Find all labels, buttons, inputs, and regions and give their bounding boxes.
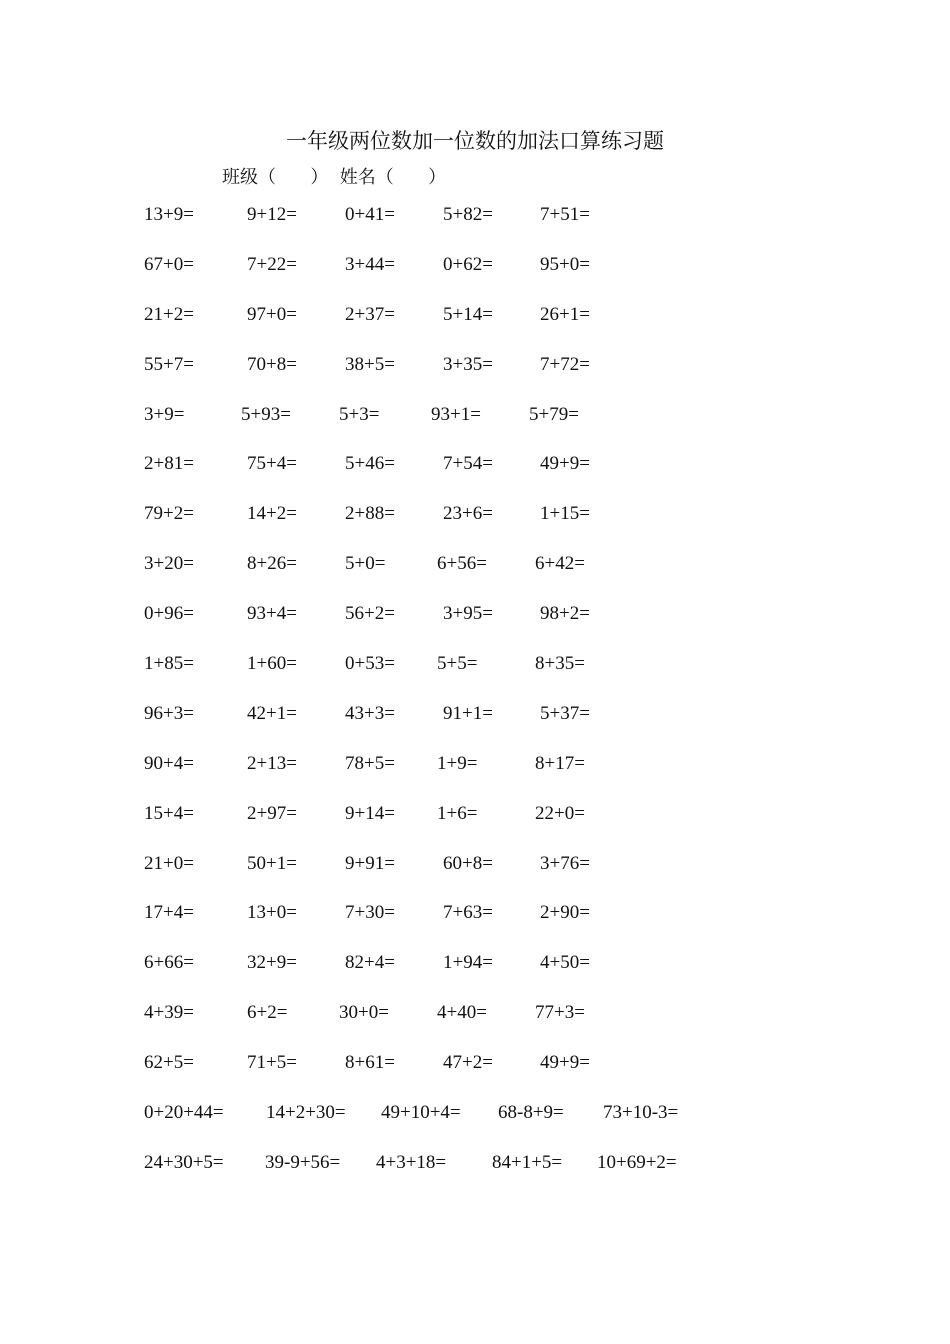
problem: 2+37= [345, 303, 395, 325]
problem: 6+2= [247, 1002, 288, 1024]
problem: 78+5= [345, 752, 395, 774]
problem: 26+1= [540, 303, 590, 325]
problem: 3+9= [144, 403, 185, 425]
problem-row [144, 898, 844, 948]
problem: 1+6= [437, 802, 478, 824]
problem-row [144, 200, 844, 250]
problem: 93+4= [247, 603, 297, 625]
problem-row [144, 799, 844, 849]
problem: 6+42= [535, 553, 585, 575]
problem: 17+4= [144, 902, 194, 924]
problem: 62+5= [144, 1052, 194, 1074]
problem: 13+0= [247, 902, 297, 924]
problem: 14+2+30= [266, 1102, 346, 1124]
problem: 38+5= [345, 353, 395, 375]
problem: 68-8+9= [498, 1102, 564, 1124]
problem: 3+95= [443, 603, 493, 625]
problem: 79+2= [144, 503, 194, 525]
problem-grid [144, 200, 844, 1198]
problem: 0+41= [345, 204, 395, 225]
problem: 4+3+18= [376, 1151, 447, 1173]
problem: 39-9+56= [265, 1151, 341, 1173]
problem: 15+4= [144, 802, 194, 824]
problem: 6+56= [437, 553, 487, 575]
problem: 49+9= [540, 453, 590, 475]
problem-row [144, 350, 844, 400]
problem: 0+96= [144, 603, 194, 625]
problem: 30+0= [339, 1002, 389, 1024]
problem: 5+37= [540, 702, 590, 724]
problem: 8+35= [535, 653, 585, 675]
problem: 49+10+4= [381, 1102, 461, 1124]
problem: 7+72= [540, 353, 590, 375]
problem: 67+0= [144, 253, 194, 275]
problem: 50+1= [247, 852, 297, 874]
student-info-line [222, 164, 446, 192]
problem: 23+6= [443, 503, 493, 525]
worksheet-title: 一年级两位数加一位数的加法口算练习题 [286, 129, 664, 153]
problem: 0+62= [443, 253, 493, 275]
problem: 47+2= [443, 1052, 493, 1074]
problem: 91+1= [443, 702, 493, 724]
problem: 56+2= [345, 603, 395, 625]
problem: 5+79= [529, 403, 579, 425]
problem: 10+69+2= [597, 1151, 677, 1173]
problem-row [144, 998, 844, 1048]
problem: 5+46= [345, 453, 395, 475]
problem: 7+54= [443, 453, 493, 475]
problem-row [144, 1148, 844, 1198]
problem: 9+12= [247, 204, 297, 225]
problem: 22+0= [535, 802, 585, 824]
problem: 5+5= [437, 653, 478, 675]
problem: 14+2= [247, 503, 297, 525]
problem: 3+76= [540, 852, 590, 874]
problem: 84+1+5= [492, 1151, 563, 1173]
problem: 32+9= [247, 952, 297, 974]
problem: 71+5= [247, 1052, 297, 1074]
problem: 8+61= [345, 1052, 395, 1074]
problem: 21+0= [144, 852, 194, 874]
problem: 2+88= [345, 503, 395, 525]
problem: 96+3= [144, 702, 194, 724]
problem: 1+94= [443, 952, 493, 974]
problem: 7+22= [247, 253, 297, 275]
problem-row [144, 749, 844, 799]
problem: 7+63= [443, 902, 493, 924]
problem: 5+14= [443, 303, 493, 325]
problem: 55+7= [144, 353, 194, 375]
problem: 9+14= [345, 802, 395, 824]
problem: 2+90= [540, 902, 590, 924]
problem-row [144, 948, 844, 998]
problem: 6+66= [144, 952, 194, 974]
problem: 42+1= [247, 702, 297, 724]
problem: 97+0= [247, 303, 297, 325]
problem-row [144, 250, 844, 300]
problem: 7+30= [345, 902, 395, 924]
problem-row [144, 649, 844, 699]
problem: 82+4= [345, 952, 395, 974]
name-field-label: 姓名（ ） [339, 167, 447, 188]
problem: 43+3= [345, 702, 395, 724]
problem: 21+2= [144, 303, 194, 325]
problem: 0+53= [345, 653, 395, 675]
problem: 3+44= [345, 253, 395, 275]
problem-row [144, 1098, 844, 1148]
problem: 95+0= [540, 253, 590, 275]
problem: 8+17= [535, 752, 585, 774]
problem: 2+81= [144, 453, 194, 475]
problem: 7+51= [540, 204, 590, 225]
problem: 4+40= [437, 1002, 487, 1024]
problem: 5+0= [345, 553, 386, 575]
problem: 90+4= [144, 752, 194, 774]
problem: 98+2= [540, 603, 590, 625]
problem: 24+30+5= [144, 1151, 224, 1173]
problem: 8+26= [247, 553, 297, 575]
problem: 9+91= [345, 852, 395, 874]
problem-row [144, 699, 844, 749]
problem: 13+9= [144, 204, 194, 225]
problem-row [144, 599, 844, 649]
problem: 60+8= [443, 852, 493, 874]
problem: 1+9= [437, 752, 478, 774]
problem: 2+97= [247, 802, 297, 824]
problem: 4+50= [540, 952, 590, 974]
problem: 5+93= [241, 403, 291, 425]
problem: 1+60= [247, 653, 297, 675]
problem: 3+35= [443, 353, 493, 375]
problem: 49+9= [540, 1052, 590, 1074]
problem-row [144, 300, 844, 350]
problem: 93+1= [431, 403, 481, 425]
problem-row [144, 849, 844, 899]
problem: 2+13= [247, 752, 297, 774]
problem: 73+10-3= [603, 1102, 679, 1124]
problem: 75+4= [247, 453, 297, 475]
problem: 5+3= [339, 403, 380, 425]
problem-row [144, 449, 844, 499]
problem: 5+82= [443, 204, 493, 225]
problem: 1+15= [540, 503, 590, 525]
problem: 4+39= [144, 1002, 194, 1024]
problem: 3+20= [144, 553, 194, 575]
problem: 77+3= [535, 1002, 585, 1024]
problem-row [144, 549, 844, 599]
problem-row [144, 400, 844, 450]
problem: 0+20+44= [144, 1102, 224, 1124]
problem-row [144, 499, 844, 549]
problem: 1+85= [144, 653, 194, 675]
class-field-label: 班级（ ） [222, 167, 329, 188]
problem-row [144, 1048, 844, 1098]
problem: 70+8= [247, 353, 297, 375]
